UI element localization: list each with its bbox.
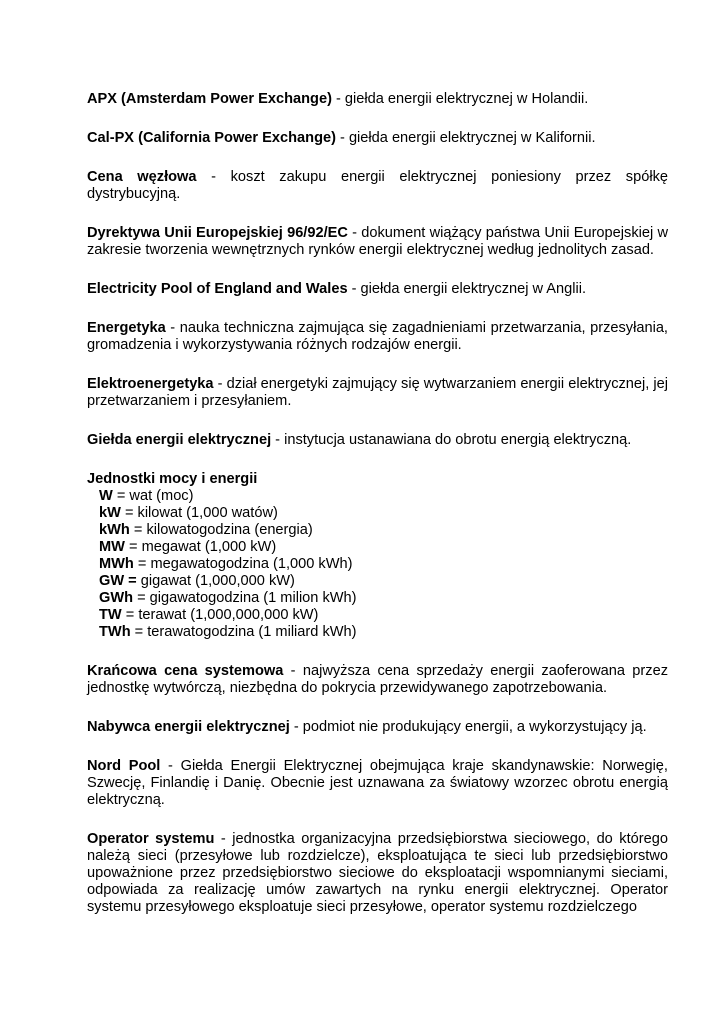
unit-row (87, 556, 668, 573)
entry-description: - Giełda Energii Elektrycznej obejmująca kraje skandynawskie: Norwegię, Szwecję, Finlandię i Danię. Obecnie jest uznawana za światowy wzorzec obrotu energią elektryczną. (87, 758, 668, 808)
unit-symbol: TWh (99, 624, 131, 640)
entry-description: - instytucja ustanawiana do obrotu energią elektryczną. (271, 432, 632, 448)
glossary-entry-electricity-pool (87, 281, 668, 298)
glossary-entry-energetyka (87, 320, 668, 354)
unit-symbol: kWh (99, 522, 130, 538)
unit-row (87, 488, 668, 505)
unit-row (87, 522, 668, 539)
unit-text: = terawatogodzina (1 miliard kWh) (130, 624, 357, 640)
units-title: Jednostki mocy i energii (87, 471, 258, 487)
glossary-entry-apx (87, 91, 668, 108)
unit-row (87, 590, 668, 607)
unit-row (87, 505, 668, 522)
entry-term: Krańcowa cena systemowa (87, 663, 284, 679)
unit-row (87, 539, 668, 556)
units-section (87, 471, 668, 641)
document-page (87, 91, 668, 916)
entry-term: Nord Pool (87, 758, 161, 774)
unit-symbol: MWh (99, 556, 134, 572)
unit-row (87, 607, 668, 624)
unit-text: = megawat (1,000 kW) (124, 539, 277, 555)
unit-text: = kilowatogodzina (energia) (129, 522, 313, 538)
unit-symbol: GWh (99, 590, 134, 606)
entry-term: Nabywca energii elektrycznej (87, 719, 290, 735)
glossary-entry-cal-px (87, 130, 668, 147)
entry-term: Electricity Pool of England and Wales (87, 281, 348, 297)
glossary-entry-nord-pool (87, 758, 668, 809)
glossary-entry-dyrektywa (87, 225, 668, 259)
unit-text: = wat (moc) (112, 488, 194, 504)
unit-symbol: W (99, 488, 113, 504)
unit-symbol: MW (99, 539, 125, 555)
entry-term: APX (Amsterdam Power Exchange) (87, 91, 332, 107)
entry-term: Elektroenergetyka (87, 376, 214, 392)
entry-term: Dyrektywa Unii Europejskiej 96/92/EC (87, 225, 348, 241)
glossary-entry-gielda (87, 432, 668, 449)
glossary-entry-operator-systemu (87, 831, 668, 916)
unit-text: = terawat (1,000,000,000 kW) (121, 607, 319, 623)
entry-term: Operator systemu (87, 831, 215, 847)
entry-description: - podmiot nie produkujący energii, a wykorzystujący ją. (289, 719, 647, 735)
entry-description: - dokument wiążący państwa Unii Europejskiej w zakresie tworzenia wewnętrznych rynków energii elektrycznej według jednolitych zasad. (87, 225, 668, 258)
unit-text: = megawatogodzina (1,000 kWh) (133, 556, 353, 572)
glossary-entry-nabywca (87, 719, 668, 736)
entry-term: Cal-PX (California Power Exchange) (87, 130, 336, 146)
entry-term: Cena węzłowa (87, 169, 197, 185)
entry-term: Giełda energii elektrycznej (87, 432, 272, 448)
glossary-entry-krancowa-cena (87, 663, 668, 697)
unit-row (87, 573, 668, 590)
entry-term: Energetyka (87, 320, 166, 336)
entry-description: - jednostka organizacyjna przedsiębiorstwa sieciowego, do którego należą sieci (przesyłowe lub rozdzielcze), eksploatująca te sieci lub przedsiębiorstwo upoważnione przez przedsiębiorstwo sieciowe do eksploatacji wspomnianymi sieciami, odpowiada za realizację umów zawartych na rynku energii elektrycznej. Operator systemu przesyłowego eksploatuje sieci przesyłowe, operator systemu rozdzielczego (87, 831, 668, 915)
unit-text: = gigawatogodzina (1 milion kWh) (133, 590, 357, 606)
unit-text: gigawat (1,000,000 kW) (136, 573, 295, 589)
entry-description: - giełda energii elektrycznej w Kalifornii. (335, 130, 596, 146)
glossary-entry-cena-wezlowa (87, 169, 668, 203)
entry-description: - najwyższa cena sprzedaży energii zaoferowana przez jednostkę wytwórczą, niezbędna do pokrycia przewidywanego zapotrzebowania. (87, 663, 668, 696)
entry-description: - dział energetyki zajmujący się wytwarzaniem energii elektrycznej, jej przetwarzaniem i przesyłaniem. (87, 376, 668, 409)
entry-description: - giełda energii elektrycznej w Anglii. (347, 281, 587, 297)
unit-symbol: kW (99, 505, 121, 521)
unit-symbol: TW (99, 607, 122, 623)
unit-symbol: GW = (99, 573, 137, 589)
entry-description: - nauka techniczna zajmująca się zagadnieniami przetwarzania, przesyłania, gromadzenia i wykorzystywania różnych rodzajów energii. (87, 320, 668, 353)
entry-description: - giełda energii elektrycznej w Holandii. (331, 91, 589, 107)
unit-text: = kilowat (1,000 watów) (120, 505, 278, 521)
unit-row (87, 624, 668, 641)
glossary-entry-elektroenergetyka (87, 376, 668, 410)
entry-description: - koszt zakupu energii elektrycznej poniesiony przez spółkę dystrybucyjną. (87, 169, 668, 202)
